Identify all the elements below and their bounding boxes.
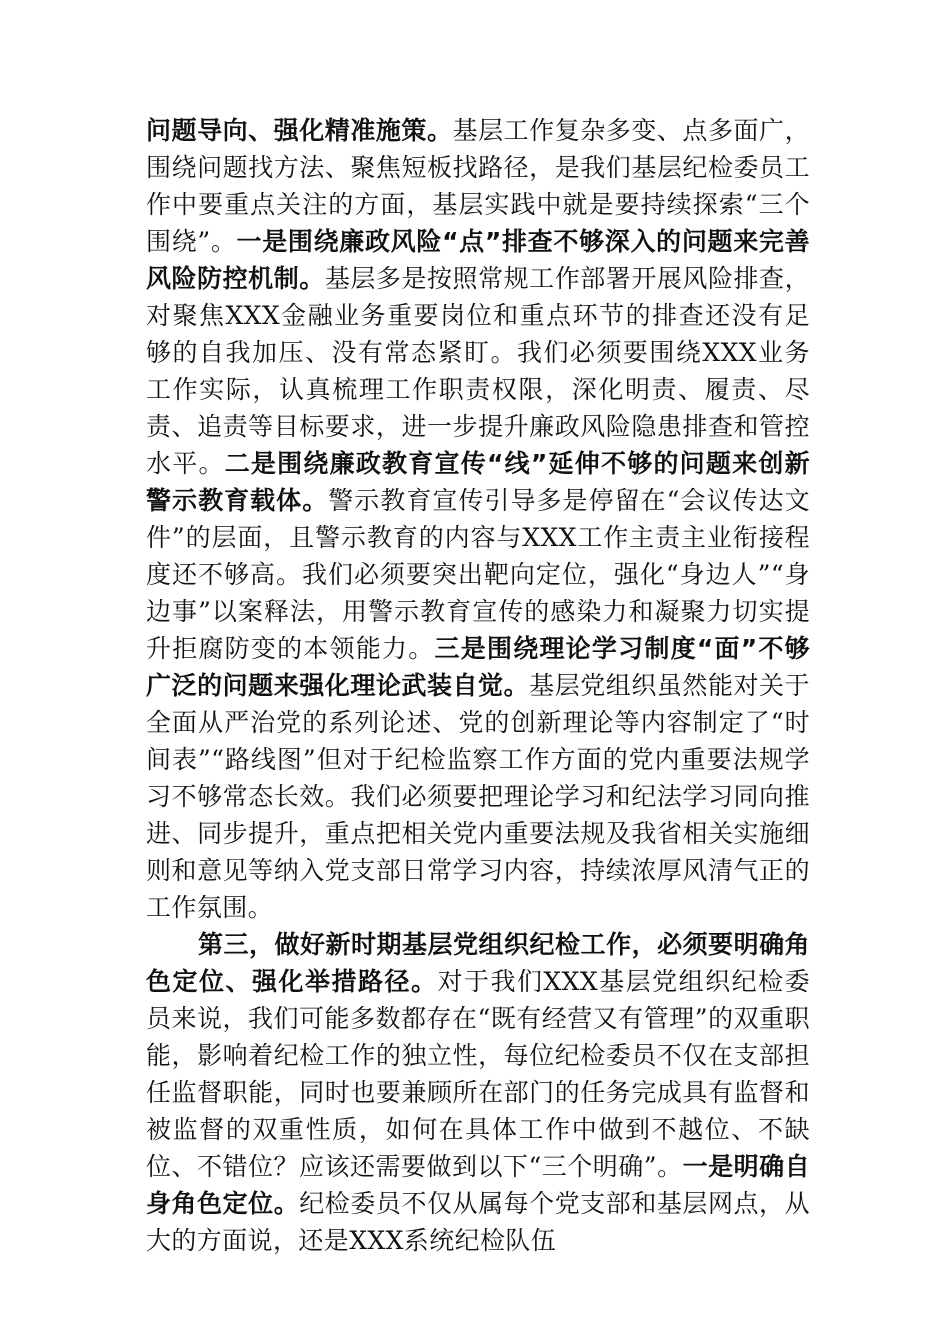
paragraph-1 <box>146 112 810 926</box>
paragraph-2 <box>146 926 810 1259</box>
p2-seg-3: 纪检委员不仅从属每个党支部和基层网点，从大的方面说，还是XXX系统纪检队伍 <box>146 1189 810 1255</box>
p2-seg-1: 对于我们XXX基层党组织纪检委员来说，我们可能多数都存在“既有经营又有管理”的双重职能，影响着纪检工作的独立性，每位纪检委员不仅在支部担任监督职能，同时也要兼顾所在部门的任务完成具有监督和被监督的双重性质，如何在具体工作中做到不越位、不缺位、不错位？应该还需要做到以下“三个明确”。 <box>146 967 810 1181</box>
p2-seg-2: 一是明确自身角色定位。 <box>146 1152 810 1218</box>
p1-seg-5: 警示教育宣传引导多是停留在“会议传达文件”的层面，且警示教育的内容与XXX工作主责主业衔接程度还不够高。我们必须要突出靶向定位，强化“身边人”“身边事”以案释法，用警示教育宣传的感染力和凝聚力切实提升拒腐防变的本领能力。 <box>146 486 810 663</box>
p1-seg-2: 一是围绕廉政风险“点”排查不够深入的问题来完善风险防控机制。 <box>146 227 810 293</box>
document-body <box>146 112 810 1259</box>
p1-seg-6: 三是围绕理论学习制度“面”不够广泛的问题来强化理论武装自觉。 <box>146 634 810 700</box>
p1-seg-4: 二是围绕廉政教育宣传“线”延伸不够的问题来创新警示教育载体。 <box>146 449 810 515</box>
p1-seg-1: 基层工作复杂多变、点多面广，围绕问题找方法、聚焦短板找路径，是我们基层纪检委员工作中要重点关注的方面，基层实践中就是要持续探索“三个围绕”。 <box>146 116 810 256</box>
p1-seg-3: 基层多是按照常规工作部署开展风险排查，对聚焦XXX金融业务重要岗位和重点环节的排查还没有足够的自我加压、没有常态紧盯。我们必须要围绕XXX业务工作实际，认真梳理工作职责权限，深化明责、履责、尽责、追责等目标要求，进一步提升廉政风险隐患排查和管控水平。 <box>146 264 810 478</box>
p1-seg-7: 基层党组织虽然能对关于全面从严治党的系列论述、党的创新理论等内容制定了“时间表”“路线图”但对于纪检监察工作方面的党内重要法规学习不够常态长效。我们必须要把理论学习和纪法学习同向推进、同步提升，重点把相关党内重要法规及我省相关实施细则和意见等纳入党支部日常学习内容，持续浓厚风清气正的工作氛围。 <box>146 671 810 922</box>
p2-seg-0: 第三，做好新时期基层党组织纪检工作，必须要明确角色定位、强化举措路径。 <box>146 930 810 996</box>
p1-seg-0: 问题导向、强化精准施策。 <box>146 116 453 145</box>
